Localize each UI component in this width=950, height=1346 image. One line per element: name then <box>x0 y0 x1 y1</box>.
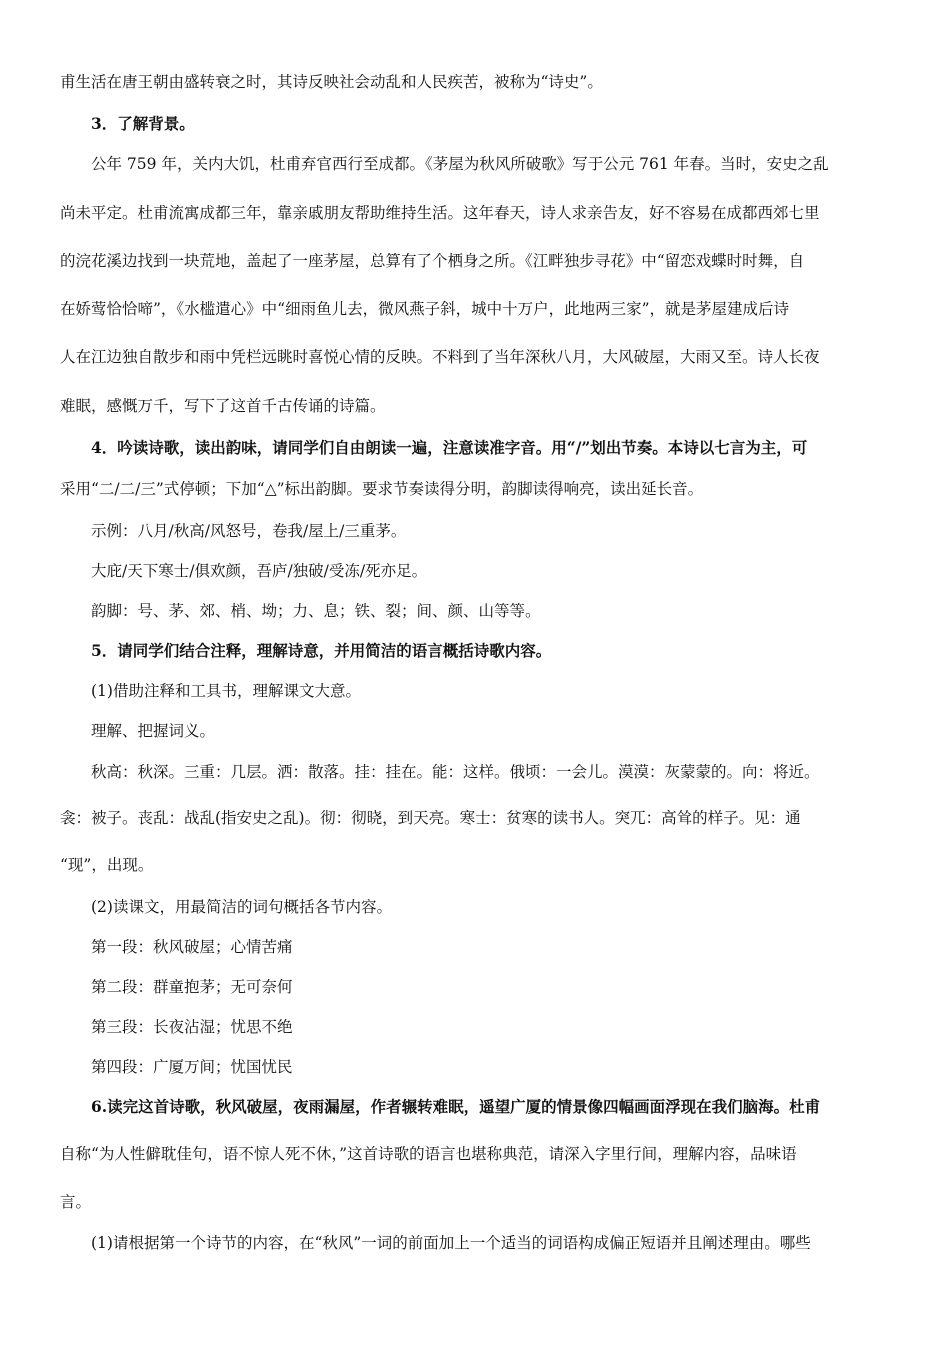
paragraph-line: 甫生活在唐王朝由盛转衰之时，其诗反映社会动乱和人民疾苦，被称为“诗史”。 <box>60 73 603 91</box>
section-heading-6: 6.读完这首诗歌，秋风破屋，夜雨漏屋，作者辗转难眠，遥望广厦的情景像四幅画面浮现在我们脑海。杜甫 <box>91 1097 821 1116</box>
subsection-heading: (1)请根据第一个诗节的内容，在“秋风”一词的前面加上一个适当的词语构成偏正短语并且阐述理由。哪些 <box>91 1234 811 1252</box>
section-heading-3: 3．了解背景。 <box>91 114 195 133</box>
subsection-heading: (1)借助注释和工具书，理解课文大意。 <box>91 682 361 700</box>
paragraph-line: 人在江边独自散步和雨中凭栏远眺时喜悦心情的反映。不料到了当年深秋八月，大风破屋，大雨又至。诗人长夜 <box>60 348 820 366</box>
summary-line: 第二段：群童抱茅；无可奈何 <box>91 978 293 996</box>
glossary-line: “现”，出现。 <box>60 856 154 874</box>
summary-line: 第一段：秋风破屋；心情苦痛 <box>91 938 293 956</box>
subsection-heading: (2)读课文，用最简洁的词句概括各节内容。 <box>91 898 392 916</box>
paragraph-line: 尚未平定。杜甫流寓成都三年，靠亲戚朋友帮助维持生活。这年春天，诗人求亲告友，好不容易在成都西郊七里 <box>60 204 820 222</box>
paragraph-line: 理解、把握词义。 <box>91 722 216 740</box>
example-line: 示例：八月/秋高/风怒号，卷我/屋上/三重茅。 <box>91 522 407 540</box>
paragraph-line: 公年 759 年，关内大饥，杜甫弃官西行至成都。《茅屋为秋风所破歌》写于公元 761 年春。当时，安史之乱 <box>91 155 829 173</box>
paragraph-line: 的浣花溪边找到一块荒地，盖起了一座茅屋，总算有了个栖身之所。《江畔独步寻花》中“留恋戏蝶时时舞，自 <box>60 252 805 270</box>
summary-line: 第三段：长夜沾湿；忧思不绝 <box>91 1018 293 1036</box>
section-heading-4: 4．吟读诗歌，读出韵味，请同学们自由朗读一遍，注意读准字音。用“/”划出节奏。本诗以七言为主，可 <box>91 438 808 457</box>
glossary-line: 衾：被子。丧乱：战乱(指安史之乱)。彻：彻晓，到天亮。寒士：贫寒的读书人。突兀：高耸的样子。见：通 <box>60 809 801 827</box>
paragraph-line: 在娇莺恰恰啼”，《水槛遣心》中“细雨鱼儿去，微风燕子斜，城中十万户，此地两三家”，就是茅屋建成后诗 <box>60 300 790 318</box>
section-heading-5: 5．请同学们结合注释，理解诗意，并用简洁的语言概括诗歌内容。 <box>91 641 552 660</box>
example-line: 大庇/天下寒士/俱欢颜，吾庐/独破/受冻/死亦足。 <box>91 562 428 580</box>
glossary-line: 秋高：秋深。三重：几层。洒：散落。挂：挂在。能：这样。俄顷：一会儿。漠漠：灰蒙蒙的。向：将近。 <box>91 763 820 781</box>
paragraph-line: 采用“二/二/三”式停顿；下加“△”标出韵脚。要求节奏读得分明，韵脚读得响亮，读出延长音。 <box>60 480 704 498</box>
paragraph-line: 言。 <box>60 1193 92 1211</box>
rhyme-line: 韵脚：号、茅、郊、梢、坳；力、息；铁、裂；间、颜、山等等。 <box>91 602 541 620</box>
summary-line: 第四段：广厦万间；忧国忧民 <box>91 1058 293 1076</box>
paragraph-line: 难眠，感慨万千，写下了这首千古传诵的诗篇。 <box>60 397 386 415</box>
paragraph-line: 自称“为人性僻耽佳句，语不惊人死不休，”这首诗歌的语言也堪称典范，请深入字里行间，理解内容，品味语 <box>60 1145 797 1163</box>
